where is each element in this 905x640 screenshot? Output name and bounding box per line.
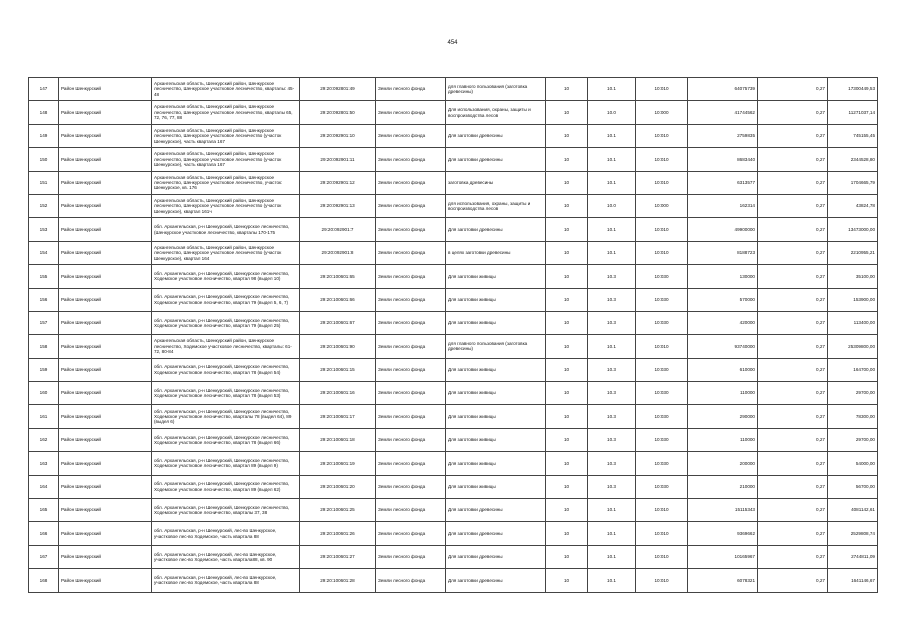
area-cell: 64075739 — [688, 78, 758, 101]
area-cell: 9369662 — [688, 522, 758, 545]
district-cell: Район Шенкурский — [59, 335, 152, 358]
land-category-cell: Земли лесного фонда — [376, 335, 446, 358]
code-a-cell: 10 — [546, 545, 588, 568]
code-a-cell: 10 — [546, 265, 588, 288]
code-c-cell: 10:030 — [636, 405, 688, 428]
address-cell: обл. Архангельская, р-н Шенкурский, лес-во Шенкурское, участковое лес-во Ходемское, часть квартала88, кв. 90 — [152, 545, 300, 568]
district-cell: Район Шенкурский — [59, 569, 152, 592]
cadastral-cost-cell: 4081142,61 — [828, 499, 878, 522]
permitted-use-cell: Для заготовки живицы — [446, 288, 546, 311]
address-cell: обл. Архангельская, р-н Шенкурский, Шенкурское лесничество, Ходемское участковое лесничество, квартал 98 (выдел 10) — [152, 265, 300, 288]
table-row — [29, 569, 878, 592]
code-b-cell: 10.1 — [588, 124, 636, 147]
rate-cell: 0,27 — [758, 358, 828, 381]
code-a-cell: 10 — [546, 382, 588, 405]
code-a-cell: 10 — [546, 428, 588, 451]
code-b-cell: 10.1 — [588, 171, 636, 194]
rate-cell: 0,27 — [758, 171, 828, 194]
land-category-cell: Земли лесного фонда — [376, 452, 446, 475]
code-c-cell: 10:000 — [636, 101, 688, 124]
address-cell: обл. Архангельская, р-н Шенкурский, лес-во Шенкурское, участковое лес-во Ходемское, часть квартала 88 — [152, 522, 300, 545]
cadastral-cost-cell: 54000,00 — [828, 452, 878, 475]
land-category-cell: Земли лесного фонда — [376, 522, 446, 545]
address-cell: обл. Архангельская, р-н Шенкурский, Шенкурское лесничество, Ходемское участковое лесничество, квартал 89 (выдел 9) — [152, 452, 300, 475]
code-a-cell: 10 — [546, 569, 588, 592]
code-c-cell: 10:030 — [636, 358, 688, 381]
area-cell: 110000 — [688, 382, 758, 405]
district-cell: Район Шенкурский — [59, 101, 152, 124]
table-row — [29, 452, 878, 475]
cadastral-cost-cell: 43824,78 — [828, 194, 878, 217]
cadastral-number-cell: 29:20:092901:8 — [300, 241, 376, 264]
code-c-cell: 10:030 — [636, 452, 688, 475]
permitted-use-cell: заготовка древесины — [446, 171, 546, 194]
row-number: 168 — [29, 569, 59, 592]
area-cell: 200000 — [688, 452, 758, 475]
code-c-cell: 10:010 — [636, 522, 688, 545]
table-row — [29, 124, 878, 147]
code-c-cell: 10:030 — [636, 311, 688, 334]
row-number: 149 — [29, 124, 59, 147]
row-number: 155 — [29, 265, 59, 288]
code-c-cell: 10:030 — [636, 265, 688, 288]
rate-cell: 0,27 — [758, 499, 828, 522]
code-a-cell: 10 — [546, 499, 588, 522]
permitted-use-cell: Для заготовки древесины — [446, 522, 546, 545]
permitted-use-cell: для главного пользования (заготовка древесины) — [446, 78, 546, 101]
address-cell: обл. Архангельская, р-н Шенкурский, Шенкурское лесничество, Ходемское участковое лесничество, кварталы 78 (выдел 64), 89 (выдел 6) — [152, 405, 300, 428]
area-cell: 49900000 — [688, 218, 758, 241]
permitted-use-cell: Для заготовки древесины — [446, 218, 546, 241]
rate-cell: 0,27 — [758, 241, 828, 264]
land-registry-table — [28, 77, 878, 593]
rate-cell: 0,27 — [758, 265, 828, 288]
code-c-cell: 10:030 — [636, 288, 688, 311]
code-c-cell: 10:030 — [636, 382, 688, 405]
permitted-use-cell: Для заготовки древесины — [446, 148, 546, 171]
cadastral-number-cell: 29:20:100601:65 — [300, 265, 376, 288]
code-b-cell: 10.1 — [588, 545, 636, 568]
cadastral-number-cell: 29:20:100601:16 — [300, 382, 376, 405]
district-cell: Район Шенкурский — [59, 311, 152, 334]
address-cell: Архангельская область, Шенкурский район, Шенкурское лесничество, Шенкурское участковое лесничество (участок Шенкурское), часть квартала 167 — [152, 148, 300, 171]
district-cell: Район Шенкурский — [59, 78, 152, 101]
code-b-cell: 10.1 — [588, 148, 636, 171]
cadastral-cost-cell: 113400,00 — [828, 311, 878, 334]
code-a-cell: 10 — [546, 452, 588, 475]
cadastral-number-cell: 29:20:092901:11 — [300, 148, 376, 171]
code-c-cell: 10:010 — [636, 218, 688, 241]
code-a-cell: 10 — [546, 405, 588, 428]
land-category-cell: Земли лесного фонда — [376, 499, 446, 522]
cadastral-cost-cell: 25309800,00 — [828, 335, 878, 358]
address-cell: Архангельская область, Шенкурский район, Шенкурское лесничество, Ходемское участковое лесничество, кварталы: 61-72, 80-84 — [152, 335, 300, 358]
district-cell: Район Шенкурский — [59, 452, 152, 475]
address-cell: обл. Архангельская, р-н Шенкурский, Шенкурское лесничество, Ходемское участковое лесничество, квартал 89 (выдел 62) — [152, 475, 300, 498]
code-c-cell: 10:010 — [636, 335, 688, 358]
row-number: 157 — [29, 311, 59, 334]
cadastral-cost-cell: 153900,00 — [828, 288, 878, 311]
page-number: 454 — [447, 40, 458, 46]
cadastral-number-cell: 29:20:092901:7 — [300, 218, 376, 241]
cadastral-number-cell: 29:20:100601:17 — [300, 405, 376, 428]
cadastral-number-cell: 29:20:092901:10 — [300, 124, 376, 147]
district-cell: Район Шенкурский — [59, 545, 152, 568]
cadastral-cost-cell: 35100,00 — [828, 265, 878, 288]
code-c-cell: 10:010 — [636, 171, 688, 194]
area-cell: 420000 — [688, 311, 758, 334]
cadastral-cost-cell: 745155,45 — [828, 124, 878, 147]
permitted-use-cell: Для заготовки живицы — [446, 382, 546, 405]
cadastral-number-cell: 29:20:100601:19 — [300, 452, 376, 475]
table-row — [29, 545, 878, 568]
permitted-use-cell: Для заготовки живицы — [446, 475, 546, 498]
cadastral-cost-cell: 2210955,21 — [828, 241, 878, 264]
land-category-cell: Земли лесного фонда — [376, 124, 446, 147]
permitted-use-cell: Для заготовки живицы — [446, 311, 546, 334]
cadastral-cost-cell: 2344528,80 — [828, 148, 878, 171]
land-category-cell: Земли лесного фонда — [376, 428, 446, 451]
permitted-use-cell: для главного пользования (заготовка древесины) — [446, 335, 546, 358]
address-cell: обл. Архангельская, р-н Шенкурский, Шенкурское лесничество, (Шенкурское участковое лесничество, кварталы 170-175 — [152, 218, 300, 241]
permitted-use-cell: для использования, охраны, защиты и воспроизводства лесов — [446, 194, 546, 217]
district-cell: Район Шенкурский — [59, 124, 152, 147]
cadastral-cost-cell: 29700,00 — [828, 382, 878, 405]
rate-cell: 0,27 — [758, 405, 828, 428]
table-row — [29, 194, 878, 217]
row-number: 150 — [29, 148, 59, 171]
permitted-use-cell: Для заготовки живицы — [446, 405, 546, 428]
code-b-cell: 10.3 — [588, 428, 636, 451]
district-cell: Район Шенкурский — [59, 288, 152, 311]
table-row — [29, 428, 878, 451]
rate-cell: 0,27 — [758, 452, 828, 475]
permitted-use-cell: Для заготовки древесины — [446, 545, 546, 568]
cadastral-number-cell: 29:20:100601:18 — [300, 428, 376, 451]
cadastral-number-cell: 29:20:092801:50 — [300, 101, 376, 124]
table-row — [29, 405, 878, 428]
district-cell: Район Шенкурский — [59, 499, 152, 522]
land-category-cell: Земли лесного фонда — [376, 405, 446, 428]
rate-cell: 0,27 — [758, 335, 828, 358]
code-b-cell: 10.1 — [588, 78, 636, 101]
land-category-cell: Земли лесного фонда — [376, 569, 446, 592]
address-cell: обл. Архангельская, р-н Шенкурский, лес-во Шенкурское, участковое лес-во Ходемское, часть квартала 88 — [152, 569, 300, 592]
cadastral-number-cell: 29:20:092901:12 — [300, 171, 376, 194]
area-cell: 15115343 — [688, 499, 758, 522]
code-c-cell: 10:010 — [636, 124, 688, 147]
address-cell: Архангельская область, Шенкурский район, Шенкурское лесничество, Шенкурское участковое лесничество, кварталы 65, 72, 76, 77, 88 — [152, 101, 300, 124]
code-b-cell: 10.1 — [588, 218, 636, 241]
rate-cell: 0,27 — [758, 545, 828, 568]
cadastral-number-cell: 29:20:100601:28 — [300, 569, 376, 592]
code-a-cell: 10 — [546, 148, 588, 171]
area-cell: 8683440 — [688, 148, 758, 171]
address-cell: Архангельская область, Шенкурский район, Шенкурское лесничество, Шенкурское участковое лесничество (участок Шенкурское), квартал 164 — [152, 241, 300, 264]
area-cell: 6313577 — [688, 171, 758, 194]
rate-cell: 0,27 — [758, 382, 828, 405]
land-category-cell: Земли лесного фонда — [376, 101, 446, 124]
table-row — [29, 499, 878, 522]
area-cell: 610000 — [688, 358, 758, 381]
permitted-use-cell: Для использования, охраны, защиты и воспроизводства лесов — [446, 101, 546, 124]
table-row — [29, 475, 878, 498]
area-cell: 6078321 — [688, 569, 758, 592]
row-number: 158 — [29, 335, 59, 358]
area-cell: 41744562 — [688, 101, 758, 124]
area-cell: 8188723 — [688, 241, 758, 264]
code-b-cell: 10.1 — [588, 569, 636, 592]
rate-cell: 0,27 — [758, 311, 828, 334]
area-cell: 210000 — [688, 475, 758, 498]
code-a-cell: 10 — [546, 78, 588, 101]
row-number: 161 — [29, 405, 59, 428]
permitted-use-cell: Для заготовки древесины — [446, 499, 546, 522]
cadastral-number-cell: 29:20:092801:49 — [300, 78, 376, 101]
address-cell: Архангельская область, Шенкурский район, Шенкурское лесничество, Шенкурское участковое лесничество, кварталы: 45-48 — [152, 78, 300, 101]
land-category-cell: Земли лесного фонда — [376, 311, 446, 334]
row-number: 165 — [29, 499, 59, 522]
row-number: 167 — [29, 545, 59, 568]
row-number: 159 — [29, 358, 59, 381]
cadastral-number-cell: 29:20:100601:20 — [300, 475, 376, 498]
code-b-cell: 10.3 — [588, 358, 636, 381]
cadastral-cost-cell: 11271037,14 — [828, 101, 878, 124]
land-category-cell: Земли лесного фонда — [376, 475, 446, 498]
code-c-cell: 10:010 — [636, 569, 688, 592]
district-cell: Район Шенкурский — [59, 148, 152, 171]
code-c-cell: 10:010 — [636, 78, 688, 101]
cadastral-number-cell: 29:20:100601:67 — [300, 311, 376, 334]
rate-cell: 0,27 — [758, 148, 828, 171]
permitted-use-cell: Для заготовки древесины — [446, 124, 546, 147]
cadastral-cost-cell: 29700,00 — [828, 428, 878, 451]
code-b-cell: 10.0 — [588, 194, 636, 217]
cadastral-cost-cell: 78300,00 — [828, 405, 878, 428]
area-cell: 570000 — [688, 288, 758, 311]
address-cell: обл. Архангельская, р-н Шенкурский, Шенкурское лесничество, Ходемское участковое лесничество, квартал 78 (выдел 66) — [152, 428, 300, 451]
code-a-cell: 10 — [546, 241, 588, 264]
permitted-use-cell: в целях заготовки древесины — [446, 241, 546, 264]
code-b-cell: 10.1 — [588, 522, 636, 545]
area-cell: 290000 — [688, 405, 758, 428]
address-cell: обл. Архангельская, р-н Шенкурский, Шенкурское лесничество, Ходемское участковое лесничество, квартал 79 (выдел 5, 6, 7) — [152, 288, 300, 311]
code-a-cell: 10 — [546, 335, 588, 358]
district-cell: Район Шенкурский — [59, 218, 152, 241]
table-row — [29, 101, 878, 124]
cadastral-cost-cell: 56700,00 — [828, 475, 878, 498]
address-cell: обл. Архангельская, р-н Шенкурский, Шенкурское лесничество, Ходемское участковое лесничество, квартал 78 (выдел 53) — [152, 382, 300, 405]
area-cell: 130000 — [688, 265, 758, 288]
district-cell: Район Шенкурский — [59, 194, 152, 217]
land-category-cell: Земли лесного фонда — [376, 78, 446, 101]
rate-cell: 0,27 — [758, 428, 828, 451]
permitted-use-cell: Для заготовки живицы — [446, 452, 546, 475]
address-cell: обл. Архангельская, р-н Шенкурский, Шенкурское лесничество, Ходемское участковое лесничество, квартал 79 (выдел 25) — [152, 311, 300, 334]
code-a-cell: 10 — [546, 475, 588, 498]
district-cell: Район Шенкурский — [59, 265, 152, 288]
address-cell: Архангельская область, Шенкурский район, Шенкурское лесничество, Шенкурское участковое лесничество (участок Шенкурское), часть квартала 167 — [152, 124, 300, 147]
code-a-cell: 10 — [546, 288, 588, 311]
table-row — [29, 335, 878, 358]
cadastral-number-cell: 29:20:100601:25 — [300, 499, 376, 522]
code-a-cell: 10 — [546, 194, 588, 217]
rate-cell: 0,27 — [758, 288, 828, 311]
row-number: 166 — [29, 522, 59, 545]
code-c-cell: 10:010 — [636, 241, 688, 264]
row-number: 147 — [29, 78, 59, 101]
code-b-cell: 10.3 — [588, 311, 636, 334]
code-b-cell: 10.3 — [588, 382, 636, 405]
cadastral-number-cell: 29:20:100601:27 — [300, 545, 376, 568]
land-category-cell: Земли лесного фонда — [376, 545, 446, 568]
code-a-cell: 10 — [546, 124, 588, 147]
cadastral-number-cell: 29:20:100601:26 — [300, 522, 376, 545]
district-cell: Район Шенкурский — [59, 358, 152, 381]
code-b-cell: 10.3 — [588, 475, 636, 498]
land-category-cell: Земли лесного фонда — [376, 382, 446, 405]
code-c-cell: 10:030 — [636, 475, 688, 498]
area-cell: 10165967 — [688, 545, 758, 568]
land-category-cell: Земли лесного фонда — [376, 288, 446, 311]
cadastral-cost-cell: 1641146,67 — [828, 569, 878, 592]
code-b-cell: 10.1 — [588, 335, 636, 358]
row-number: 152 — [29, 194, 59, 217]
land-category-cell: Земли лесного фонда — [376, 241, 446, 264]
rate-cell: 0,27 — [758, 475, 828, 498]
code-c-cell: 10:000 — [636, 194, 688, 217]
address-cell: обл. Архангельская, р-н Шенкурский, Шенкурское лесничество, Ходемское участковое лесничество, квартал 78 (выдел 54) — [152, 358, 300, 381]
table-row — [29, 311, 878, 334]
cadastral-cost-cell: 17300449,53 — [828, 78, 878, 101]
row-number: 151 — [29, 171, 59, 194]
code-a-cell: 10 — [546, 311, 588, 334]
code-c-cell: 10:010 — [636, 148, 688, 171]
row-number: 164 — [29, 475, 59, 498]
land-category-cell: Земли лесного фонда — [376, 148, 446, 171]
row-number: 148 — [29, 101, 59, 124]
district-cell: Район Шенкурский — [59, 171, 152, 194]
district-cell: Район Шенкурский — [59, 522, 152, 545]
rate-cell: 0,27 — [758, 218, 828, 241]
table-body — [29, 78, 878, 593]
code-c-cell: 10:010 — [636, 499, 688, 522]
cadastral-cost-cell: 164700,00 — [828, 358, 878, 381]
code-b-cell: 10.3 — [588, 405, 636, 428]
table-row — [29, 358, 878, 381]
table-row — [29, 288, 878, 311]
code-b-cell: 10.3 — [588, 288, 636, 311]
cadastral-number-cell: 29:20:100601:66 — [300, 288, 376, 311]
row-number: 163 — [29, 452, 59, 475]
land-category-cell: Земли лесного фонда — [376, 171, 446, 194]
cadastral-number-cell: 29:20:100601:15 — [300, 358, 376, 381]
district-cell: Район Шенкурский — [59, 475, 152, 498]
address-cell: Архангельская область, Шенкурский район, Шенкурское лесничество, Шенкурское участковое лесничество (участок Шенкурское), квартал 161ч — [152, 194, 300, 217]
code-a-cell: 10 — [546, 218, 588, 241]
code-a-cell: 10 — [546, 171, 588, 194]
row-number: 153 — [29, 218, 59, 241]
cadastral-cost-cell: 13473000,00 — [828, 218, 878, 241]
rate-cell: 0,27 — [758, 101, 828, 124]
permitted-use-cell: Для заготовки живицы — [446, 358, 546, 381]
rate-cell: 0,27 — [758, 194, 828, 217]
land-category-cell: Земли лесного фонда — [376, 358, 446, 381]
area-cell: 93740000 — [688, 335, 758, 358]
code-a-cell: 10 — [546, 522, 588, 545]
code-b-cell: 10.3 — [588, 452, 636, 475]
district-cell: Район Шенкурский — [59, 382, 152, 405]
district-cell: Район Шенкурский — [59, 405, 152, 428]
permitted-use-cell: Для заготовки живицы — [446, 265, 546, 288]
code-c-cell: 10:030 — [636, 428, 688, 451]
address-cell: обл. Архангельская, р-н Шенкурский, Шенкурское лесничество, Ходемское участковое лесничество, кварталы 37, 38 — [152, 499, 300, 522]
code-b-cell: 10.1 — [588, 499, 636, 522]
cadastral-cost-cell: 2529808,74 — [828, 522, 878, 545]
rate-cell: 0,27 — [758, 522, 828, 545]
rate-cell: 0,27 — [758, 569, 828, 592]
row-number: 154 — [29, 241, 59, 264]
land-category-cell: Земли лесного фонда — [376, 265, 446, 288]
district-cell: Район Шенкурский — [59, 241, 152, 264]
code-b-cell: 10.3 — [588, 265, 636, 288]
row-number: 156 — [29, 288, 59, 311]
cadastral-number-cell: 29:20:100601:90 — [300, 335, 376, 358]
code-a-cell: 10 — [546, 101, 588, 124]
code-b-cell: 10.1 — [588, 241, 636, 264]
table-row — [29, 78, 878, 101]
cadastral-cost-cell: 2744811,09 — [828, 545, 878, 568]
area-cell: 2759835 — [688, 124, 758, 147]
area-cell: 110000 — [688, 428, 758, 451]
cadastral-number-cell: 29:20:092901:13 — [300, 194, 376, 217]
row-number: 160 — [29, 382, 59, 405]
code-a-cell: 10 — [546, 358, 588, 381]
table-row — [29, 241, 878, 264]
table-row — [29, 218, 878, 241]
cadastral-cost-cell: 1704665,79 — [828, 171, 878, 194]
rate-cell: 0,27 — [758, 78, 828, 101]
land-category-cell: Земли лесного фонда — [376, 218, 446, 241]
district-cell: Район Шенкурский — [59, 428, 152, 451]
code-b-cell: 10.0 — [588, 101, 636, 124]
land-category-cell: Земли лесного фонда — [376, 194, 446, 217]
table-row — [29, 522, 878, 545]
table-row — [29, 148, 878, 171]
rate-cell: 0,27 — [758, 124, 828, 147]
table-row — [29, 382, 878, 405]
table-row — [29, 265, 878, 288]
address-cell: Архангельская область, Шенкурский район, Шенкурское лесничество, Шенкурское участковое лесничество, участок: Шенкурское, кв. 176 — [152, 171, 300, 194]
permitted-use-cell: Для заготовки древесины — [446, 569, 546, 592]
code-c-cell: 10:010 — [636, 545, 688, 568]
permitted-use-cell: Для заготовки живицы — [446, 428, 546, 451]
row-number: 162 — [29, 428, 59, 451]
table-row — [29, 171, 878, 194]
area-cell: 162314 — [688, 194, 758, 217]
